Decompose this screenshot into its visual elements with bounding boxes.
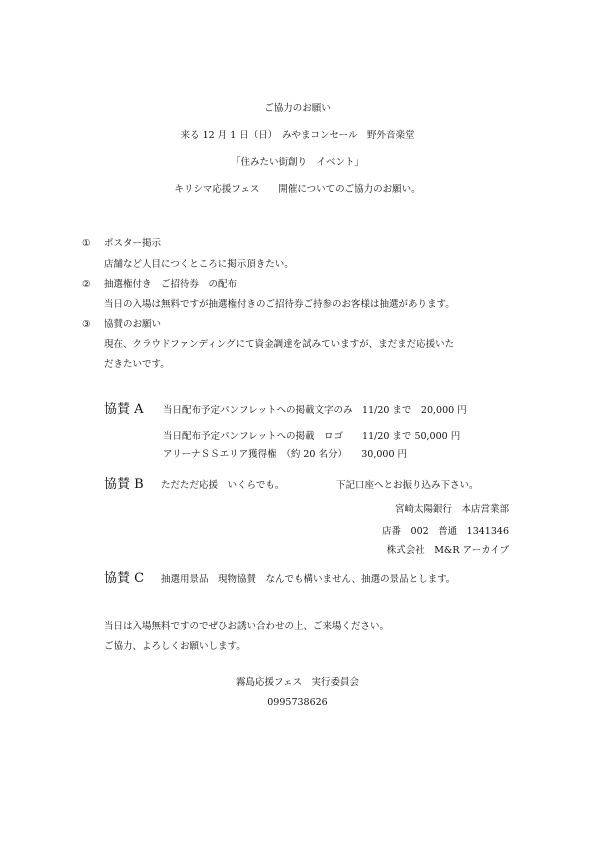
transfer-instruction: 下記口座へとお振り込み下さい。 (336, 480, 479, 491)
event-date-venue: 来る 12 月 1 日（日） みやまコンセール 野外音楽堂 (180, 130, 415, 141)
phone-number: 0995738626 (267, 697, 328, 708)
item-body-1: 店舗など人目につくところに掲示頂きたい。 (104, 259, 294, 270)
sponsor-c-text: 抽選用景品 現物協賛 なんでも構いません、抽選の景品とします。 (161, 574, 456, 585)
item-title-1: ポスター掲示 (104, 238, 162, 249)
bank-account: 店番 002 普通 1341346 (382, 526, 509, 537)
organizer: 霧島応援フェス 実行委員会 (235, 677, 360, 688)
item-number-2: ② (82, 279, 91, 290)
item-number-1: ① (82, 238, 91, 249)
sponsor-a-line-3: アリーナＳＳエリア獲得権 （約 20 名分） 30,000 円 (163, 449, 408, 460)
closing-line-1: 当日は入場無料ですのでぜひお誘い合わせの上、ご来場ください。 (104, 621, 390, 632)
item-title-3: 協賛のお願い (104, 319, 162, 330)
item-body-3-cont: だきたいです。 (104, 359, 170, 370)
sponsor-b-text: ただただ応援 いくらでも。 (161, 480, 285, 491)
sponsor-a-label: 協賛 A (104, 402, 144, 417)
sponsor-a-line-2: 当日配布予定パンフレットへの掲載 ロゴ 11/20 まで 50,000 円 (163, 431, 461, 442)
event-name: 「住みたい街創り イベント」 (230, 157, 364, 168)
item-body-2: 当日の入場は無料ですが抽選権付きのご招待券ご持参のお客様は抽選があります。 (104, 299, 455, 310)
item-title-2: 抽選権付き ご招待券 の配布 (104, 279, 238, 290)
doc-title: ご協力のお願い (264, 103, 331, 114)
sponsor-b-label: 協賛 B (104, 477, 144, 492)
account-holder: 株式会社 M&R アーカイブ (386, 545, 509, 556)
request-heading: キリシマ応援フェス 開催についてのご協力のお願い。 (174, 184, 421, 195)
sponsor-a-line-1: 当日配布予定パンフレットへの掲載文字のみ 11/20 まで 20,000 円 (163, 405, 467, 416)
bank-name: 宮崎太陽銀行 本店営業部 (394, 504, 509, 515)
sponsor-c-label: 協賛 C (104, 571, 145, 586)
item-number-3: ③ (82, 319, 91, 330)
closing-line-2: ご協力、よろしくお願いします。 (104, 641, 246, 652)
item-body-3: 現在、クラウドファンディングにて資金調達を試みていますが、まだまだ応援いた (104, 339, 455, 350)
